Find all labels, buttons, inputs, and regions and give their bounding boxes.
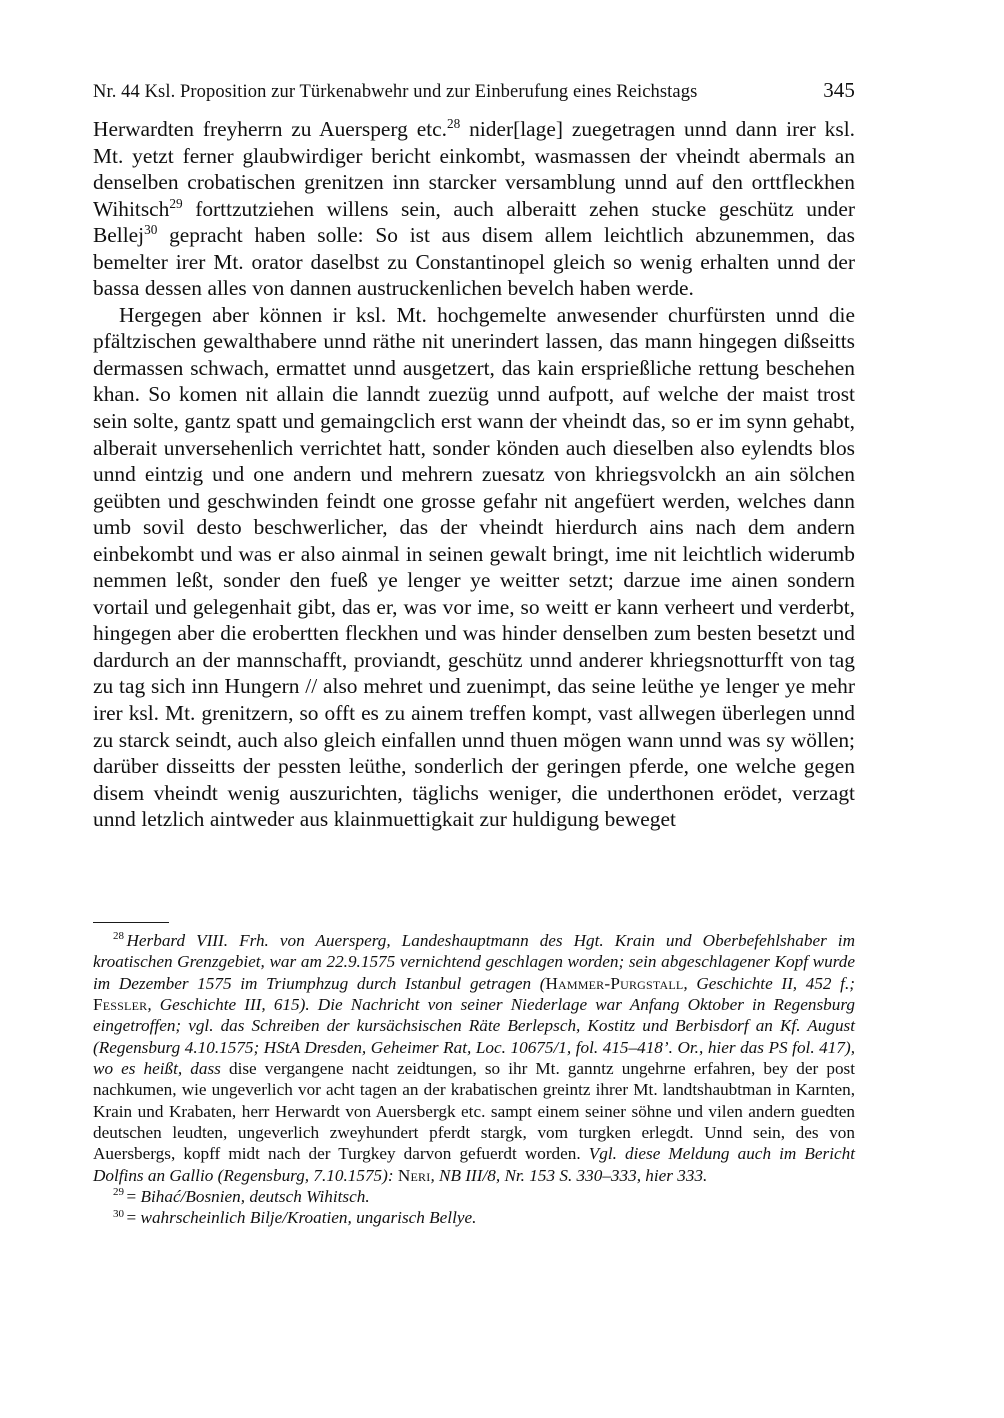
footnote-text-run: Vgl. diese Meldung auch im Bericht Dolfins an Gallio (Regensburg, 7.10.1575): [93, 1144, 855, 1185]
footnote-area [93, 922, 855, 1229]
footnote-text-run: , Geschichte III, 615). Die Nachricht von seiner Niederlage war Anfang Oktober in Regensburg eingetroffen; vgl. das Schreiben der kursächsischen Räte Berlepsch, Kostitz und Berbisdorf an Kf. August (Regensburg 4.10.1575; HStA Dresden, Geheimer Rat, Loc. 10675/1, fol. 415–418’. Or., hier das PS fol. 417), wo es heißt, dass [93, 995, 855, 1079]
footnote-text-run: Hammer-Purgstall [545, 973, 684, 993]
footnote-text-run: = [126, 1208, 141, 1228]
footnote-text-run: Bihać/Bosnien, deutsch Wihitsch. [140, 1187, 370, 1207]
paragraph-1 [93, 116, 855, 302]
body-text [93, 116, 855, 833]
footnote-text-run: Neri [397, 1165, 431, 1185]
paragraph-1-part-a: Herwardten freyherrn zu Auersperg etc. [93, 117, 448, 141]
page-number: 345 [823, 78, 855, 102]
paragraph-2: Hergegen aber können ir ksl. Mt. hochgemelte anwesender churfürsten unnd die pfältzischen gewalthabere unnd räthe nit unerindert lassen, das mann hingegen dißseitts dermassen schwach, ermattet unnd ausgetzert, das kain ersprießliche rettung beschehen khan. So komen nit allain die lanndt zuezüg unnd aufpott, auf welche der maist trost sein solte, gantz spatt und gemaingclich erst wann der vheindt das, so er im synn gehabt, alberait unversehenlich verrichtet hatt, sonder könden auch dieselben also eylendts blos unnd eintzig und one andern und mehrern zuesatz von khriegsvolckh an ain sölchen geübten und geschwinden feindt one grosse gefahr nit angefüert werden, welches dann umb sovil desto beschwerlicher, das der vheindt hierdurch ains nach dem andern einbekombt und was er also ainmal in seinen gewalt bringt, ime nit leichtlich widerumb nemmen leßt, sonder den fueß ye lenger ye weitter setzt; darzue ime ainen sondern vortail und gelegenhait gibt, das er, was vor ime, so weitt er kann verheert und verderbt, hingegen aber die erobertten fleckhen und was hinder denselben zum besten besetzt und dardurch an der mannschafft, proviandt, geschütz unnd anderer khriegsnotturfft von tag zu tag sich inn Hungern // also mehret und zuenimpt, das seine leüthe ye lenger ye mehr irer ksl. Mt. grenitzern, so offt es zu ainem treffen kompt, vast allwegen überlegen unnd zu starck seindt, auch also gleich einfallen unnd thuen mögen wann unnd was sy wöllen; darüber disseitts der pessten leüthe, sonderlich der geringen pferde, one welche gegen disem vheindt wenig auszurichten, täglichs weniger, die underthonen erödet, verzagt unnd letzlich aintweder aus klainmuettigkait zur huldigung beweget [93, 302, 855, 832]
paragraph-1-part-c: forttzutziehen willens sein, auch alberaitt zehen stucke geschütz under Bellej [93, 196, 855, 248]
footnote-text-run: dise vergangene nacht zeidtungen, so ihr Mt. ganntz ungehrne erfahren, bey der post nachkumen, wie ungeverlich vor acht tagen an der krabatischen greintz ihrer Mt. landtshaubtman in Karnten, Krain und Krabaten, herr Herwardt von Auersbergk etc. sampt einem seiner söhne und vilen andern guedten deutschen leudten, ungeverlich zweyhundert pferdt stargk, vom turgken erlegdt. Unnd sein, des von Auersbergs, kopff midt nach der Turgkey darvon gefuerdt worden. [93, 1059, 855, 1164]
footnote-text-run: wahrscheinlich Bilje/Kroatien, ungarisch Bellye. [140, 1208, 477, 1228]
footnote-28 [93, 930, 855, 1186]
footnote-text-run: , Geschichte II, 452 f.; [683, 973, 855, 993]
footnote-marker-29: 29 [113, 1186, 124, 1199]
footnote-list [93, 930, 855, 1229]
footnote-29 [93, 1186, 855, 1207]
footnote-30 [93, 1207, 855, 1228]
footnote-text-run: = [126, 1187, 141, 1207]
footnote-text-run: , NB III/8, Nr. 153 S. 330–333, hier 333. [430, 1165, 708, 1185]
running-head [93, 78, 855, 103]
paragraph-1-part-b: nider[lage] zuegetragen unnd dann irer ksl. Mt. yetzt ferner glaubwirdiger bericht einkombt, wasmassen der vheindt abermals an denselben crobatischen grenitzen inn starcker versamblung unnd auf den orttfleckhen Wihitsch [93, 117, 855, 221]
footnote-ref-29[interactable]: 29 [169, 195, 183, 211]
footnote-separator-rule [93, 922, 169, 923]
footnote-text-run: Herbard VIII. Frh. von Auersperg, Landeshauptmann des Hgt. Krain und Oberbefehlshaber im kroatischen Grenzgebiet, war am 22.9.1575 vernichtend geschlagen worden; sein abgeschlagener Kopf wurde im Dezember 1575 im Triumphzug durch Istanbul getragen ( [93, 931, 855, 993]
footnote-marker-28: 28 [113, 930, 124, 943]
footnote-ref-30[interactable]: 30 [144, 222, 158, 238]
footnote-ref-28[interactable]: 28 [447, 115, 461, 131]
footnote-text-run: Fessler [93, 995, 148, 1015]
footnote-marker-30: 30 [113, 1207, 124, 1220]
running-head-title: Nr. 44 Ksl. Proposition zur Türkenabwehr und zur Einberufung eines Reichstags [93, 82, 698, 102]
paragraph-1-part-d: gepracht haben solle: So ist aus disem allem leichtlich abzunemmen, das bemelter irer Mt. orator daselbst zu Constantinopel gleich so wenig erhalten unnd der bassa dessen alles von dannen austruckenlichen bevelch haben werde. [93, 223, 855, 301]
